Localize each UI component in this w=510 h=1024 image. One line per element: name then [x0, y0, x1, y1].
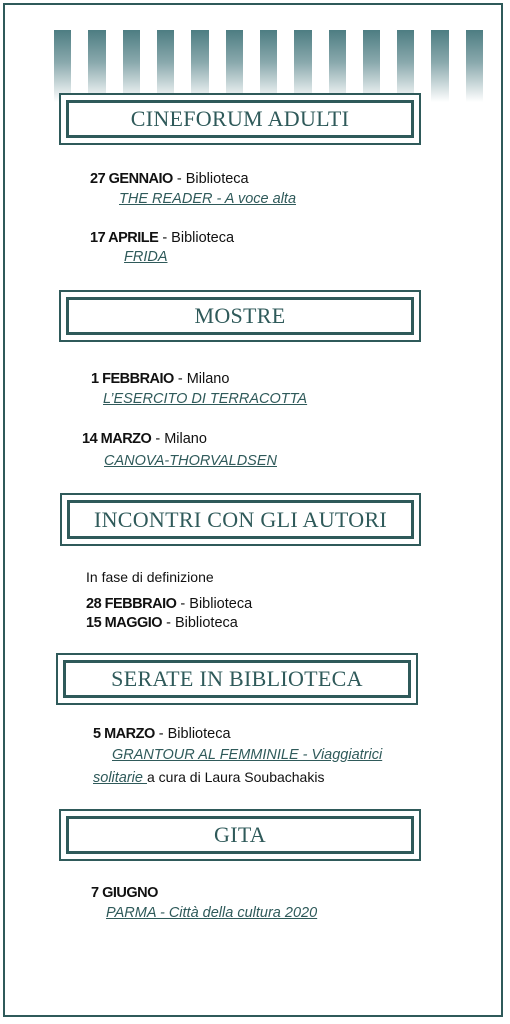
event-link[interactable]: GRANTOUR AL FEMMINILE - Viaggiatrici: [112, 747, 383, 763]
event-link[interactable]: CANOVA-THORVALDSEN: [104, 453, 277, 469]
section-title: CINEFORUM ADULTI: [130, 106, 350, 131]
section-note: In fase di definizione: [86, 569, 214, 585]
event-date-line: 27 GENNAIO - Biblioteca: [90, 171, 249, 187]
event-link[interactable]: PARMA - Città della cultura 2020: [106, 905, 318, 921]
event-date-line: 15 MAGGIO - Biblioteca: [86, 615, 238, 631]
event-date-line: 7 GIUGNO: [91, 885, 158, 901]
section-header-gita: [59, 809, 421, 861]
section-title: MOSTRE: [194, 303, 286, 328]
section-title: SERATE IN BIBLIOTECA: [111, 666, 363, 691]
section-header-incontri: [60, 493, 421, 546]
event-link[interactable]: THE READER - A voce alta: [119, 191, 297, 207]
section-title: GITA: [214, 822, 266, 847]
event-link[interactable]: L’ESERCITO DI TERRACOTTA: [103, 391, 308, 407]
event-date-line: 14 MARZO - Milano: [82, 431, 207, 447]
event-link[interactable]: solitarie: [93, 770, 147, 786]
section-header-cineforum: [59, 93, 421, 145]
event-date-line: 28 FEBBRAIO - Biblioteca: [86, 596, 253, 612]
section-header-mostre: [59, 290, 421, 342]
section-title: INCONTRI CON GLI AUTORI: [93, 506, 388, 532]
event-link-continuation: [93, 769, 324, 786]
event-date-line: 17 APRILE - Biblioteca: [90, 230, 235, 246]
event-date-line: 1 FEBBRAIO - Milano: [91, 371, 230, 387]
event-curator: a cura di Laura Soubachakis: [147, 769, 325, 785]
section-header-serate: [56, 653, 418, 705]
event-date-line: 5 MARZO - Biblioteca: [93, 726, 231, 742]
decorative-stripes: [54, 30, 500, 102]
event-link[interactable]: FRIDA: [124, 249, 168, 265]
